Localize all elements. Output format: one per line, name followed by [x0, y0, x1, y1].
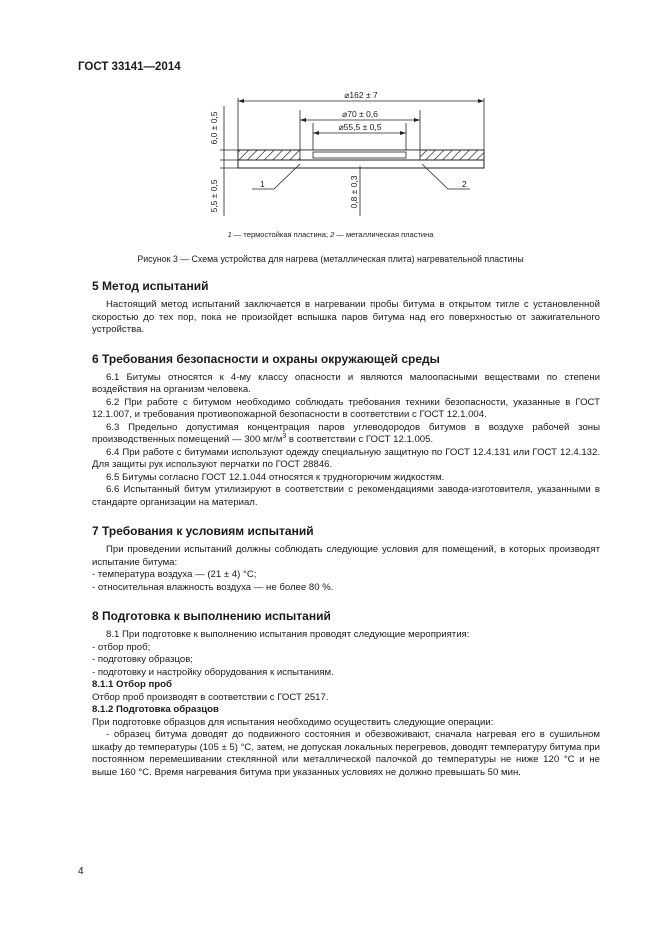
heating-device-figure [200, 88, 500, 228]
section-7-list-item: - относительная влажность воздуха — не более 80 %. [92, 581, 334, 593]
callout-2: 2 [462, 179, 467, 189]
subsection-8-1-1-text: Отбор проб производят в соответствии с ГОСТ 2517. [92, 691, 329, 703]
section-8-list-item: - подготовку и настройку оборудования к испытаниям. [92, 666, 334, 678]
section-5-title: 5 Метод испытаний [92, 279, 209, 293]
dim-mid-diameter: ⌀70 ± 0,6 [342, 109, 378, 119]
section-8-list-item: - подготовку образцов; [92, 654, 193, 665]
figure-legend [0, 230, 661, 239]
section-6-3 [92, 422, 600, 447]
section-6-3-text-a: 6.3 Предельно допустимая концентрация паров углеводородов битумов в воздухе рабочей зоны производственных помещений — 300 мг/м [92, 421, 600, 445]
section-6-5: 6.5 Битумы согласно ГОСТ 12.1.044 относятся к трудногорючим жидкостям. [106, 471, 445, 483]
section-6-2: 6.2 При работе с битумом необходимо соблюдать требования техники безопасности, указанные в ГОСТ 12.1.007, и требования противопожарной безопасности в соответствии с ГОСТ 12.1.004. [92, 396, 600, 420]
section-8-list-item: - отбор проб; [92, 641, 151, 653]
figure-caption: Рисунок 3 — Схема устройства для нагрева (металлическая плита) нагревательной пластины [137, 254, 524, 264]
section-8-title: 8 Подготовка к выполнению испытаний [92, 609, 331, 623]
section-6-title: 6 Требования безопасности и охраны окружающей среды [92, 351, 440, 366]
dim-bottom-thickness: 5,5 ± 0,5 [209, 179, 219, 213]
section-6-4: 6.4 При работе с битумами используют одежду специальную защитную по ГОСТ 12.4.131 или ГОСТ 12.4.132. Для защиты рук используют перчатки по ГОСТ 28846. [92, 446, 600, 470]
section-7-list-item: - температура воздуха — (21 ± 4) °С; [92, 569, 257, 580]
legend-text-1: — термостойкая пластина; [231, 230, 331, 239]
legend-number-1: 1 [227, 230, 232, 239]
section-5-paragraph: Настоящий метод испытаний заключается в нагревании пробы битума в открытом тигле с установленной скоростью до тех пор, пока не произойдет вспышка паров битума над его поверхностью от зажигательного устройства. [92, 299, 600, 335]
section-7-title: 7 Требования к условиям испытаний [92, 524, 314, 538]
document-header: ГОСТ 33141—2014 [78, 61, 181, 73]
section-6-6: 6.6 Испытанный битум утилизируют в соответствии с рекомендациями завода-изготовителя, указанными в стандарте организации на материал. [92, 484, 600, 508]
dim-top-thickness: 6,0 ± 0,5 [209, 111, 219, 145]
legend-text-2: — металлическая пластина [334, 230, 434, 239]
section-7-paragraph: При проведении испытаний должны соблюдать следующие условия для помещений, в которых производят испытание битума: [92, 544, 600, 568]
callout-1: 1 [260, 179, 265, 189]
subsection-8-1-1-title: 8.1.1 Отбор проб [92, 679, 172, 690]
section-8-1: 8.1 При подготовке к выполнению испытания проводят следующие мероприятия: [106, 629, 470, 640]
legend-number-2: 2 [330, 230, 335, 239]
subsection-8-1-2-title: 8.1.2 Подготовка образцов [92, 704, 219, 715]
section-6-3-text-b: в соответствии с ГОСТ 12.1.005. [286, 434, 434, 445]
section-6-1: 6.1 Битумы относятся к 4-му классу опасности и являются малоопасными веществами по степени воздействия на организм человека. [92, 371, 600, 395]
dim-outer-diameter: ⌀162 ± 7 [344, 90, 378, 100]
subsection-8-1-2-item: - образец битума доводят до подвижного состояния и обезвоживают, сначала нагревая его в сушильном шкафу до температуры (105 ± 5) °С, затем, не допуская локальных перегревов, доводят температуру битума при постоянном перемешивании стеклянной или металлической палочкой до температуры не ниже 120 °С и не выше 160 °С. Время нагревания битума при указанных условиях не должно превышать 50 мин. [92, 729, 600, 778]
document-body [92, 278, 600, 779]
dim-inner-diameter: ⌀55,5 ± 0,5 [338, 122, 382, 132]
page-number: 4 [78, 866, 84, 877]
figure-drawing [200, 88, 500, 228]
section-6-3-superscript: 3 [282, 432, 287, 440]
dim-plate-thickness: 0,8 ± 0,3 [349, 175, 359, 209]
subsection-8-1-2-text: При подготовке образцов для испытания необходимо осуществить следующие операции: [92, 716, 494, 728]
